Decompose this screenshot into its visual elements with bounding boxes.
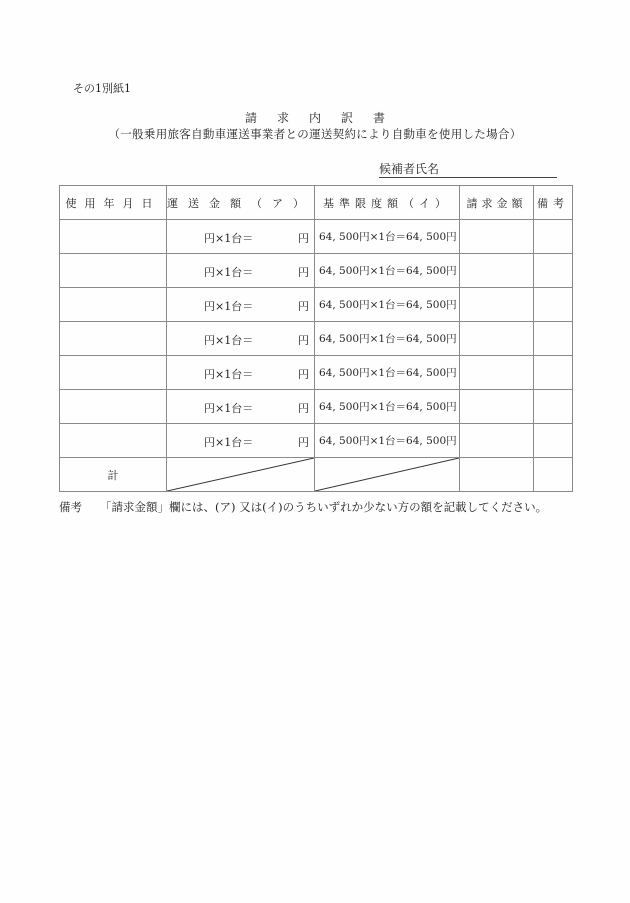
claim-breakdown-table <box>59 185 573 492</box>
table-row <box>60 220 573 254</box>
fare-cell[interactable] <box>167 220 315 254</box>
diagonal-line <box>315 458 459 491</box>
header-date: 使用年月日 <box>60 186 167 220</box>
diagonal-line <box>167 458 314 491</box>
table-row <box>60 254 573 288</box>
total-row <box>60 458 573 492</box>
total-fare-crossed-cell <box>167 458 315 492</box>
date-cell[interactable] <box>60 356 167 390</box>
header-limit: 基準限度額（イ） <box>315 186 460 220</box>
table-row <box>60 322 573 356</box>
fare-formula: 円×1台＝ <box>204 266 254 279</box>
header-fare: 運送金額（ア） <box>167 186 315 220</box>
date-cell[interactable] <box>60 424 167 458</box>
document-title: 請求内訳書 <box>244 111 405 125</box>
fare-cell[interactable] <box>167 254 315 288</box>
claim-cell[interactable] <box>460 390 534 424</box>
candidate-name-label: 候補者氏名 <box>379 162 440 176</box>
fare-cell[interactable] <box>167 424 315 458</box>
fare-formula: 円×1台＝ <box>204 232 254 245</box>
table-row <box>60 356 573 390</box>
fare-unit: 円 <box>298 232 309 245</box>
footnote-text: 「請求金額」欄には、(ア) 又は(イ)のうちいずれか少ない方の額を記載してください。 <box>100 500 548 514</box>
claim-cell[interactable] <box>460 322 534 356</box>
total-limit-crossed-cell <box>315 458 460 492</box>
fare-formula: 円×1台＝ <box>204 368 254 381</box>
remarks-cell[interactable] <box>534 288 573 322</box>
footnote-label: 備考 <box>59 500 82 514</box>
fare-formula: 円×1台＝ <box>204 300 254 313</box>
fare-cell[interactable] <box>167 288 315 322</box>
remarks-cell[interactable] <box>534 390 573 424</box>
table-row <box>60 390 573 424</box>
date-cell[interactable] <box>60 220 167 254</box>
limit-cell: 64, 500円×1台＝64, 500円 <box>315 288 460 322</box>
fare-unit: 円 <box>298 266 309 279</box>
form-id: その1別紙1 <box>73 82 131 95</box>
date-cell[interactable] <box>60 254 167 288</box>
total-claim-cell[interactable] <box>460 458 534 492</box>
remarks-cell[interactable] <box>534 356 573 390</box>
claim-cell[interactable] <box>460 356 534 390</box>
fare-cell[interactable] <box>167 356 315 390</box>
fare-cell[interactable] <box>167 390 315 424</box>
limit-cell: 64, 500円×1台＝64, 500円 <box>315 254 460 288</box>
table-header-row <box>60 186 573 220</box>
fare-formula: 円×1台＝ <box>204 436 254 449</box>
total-remarks-cell[interactable] <box>534 458 573 492</box>
remarks-cell[interactable] <box>534 322 573 356</box>
remarks-cell[interactable] <box>534 424 573 458</box>
fare-unit: 円 <box>298 436 309 449</box>
fare-unit: 円 <box>298 334 309 347</box>
remarks-cell[interactable] <box>534 254 573 288</box>
fare-unit: 円 <box>298 368 309 381</box>
claim-cell[interactable] <box>460 424 534 458</box>
footnote <box>59 499 547 515</box>
table-row <box>60 424 573 458</box>
fare-unit: 円 <box>298 300 309 313</box>
candidate-name-field[interactable] <box>379 162 557 178</box>
header-claim: 請求金額 <box>460 186 534 220</box>
limit-cell: 64, 500円×1台＝64, 500円 <box>315 356 460 390</box>
table-row <box>60 288 573 322</box>
limit-cell: 64, 500円×1台＝64, 500円 <box>315 424 460 458</box>
limit-cell: 64, 500円×1台＝64, 500円 <box>315 322 460 356</box>
claim-cell[interactable] <box>460 220 534 254</box>
fare-cell[interactable] <box>167 322 315 356</box>
total-label: 計 <box>60 458 167 492</box>
document-subtitle: （一般乗用旅客自動車運送事業者との運送契約により自動車を使用した場合） <box>108 127 522 141</box>
date-cell[interactable] <box>60 390 167 424</box>
limit-cell: 64, 500円×1台＝64, 500円 <box>315 390 460 424</box>
date-cell[interactable] <box>60 322 167 356</box>
header-remarks: 備考 <box>534 186 573 220</box>
fare-formula: 円×1台＝ <box>204 402 254 415</box>
fare-formula: 円×1台＝ <box>204 334 254 347</box>
claim-cell[interactable] <box>460 254 534 288</box>
limit-cell: 64, 500円×1台＝64, 500円 <box>315 220 460 254</box>
fare-unit: 円 <box>298 402 309 415</box>
date-cell[interactable] <box>60 288 167 322</box>
claim-cell[interactable] <box>460 288 534 322</box>
remarks-cell[interactable] <box>534 220 573 254</box>
